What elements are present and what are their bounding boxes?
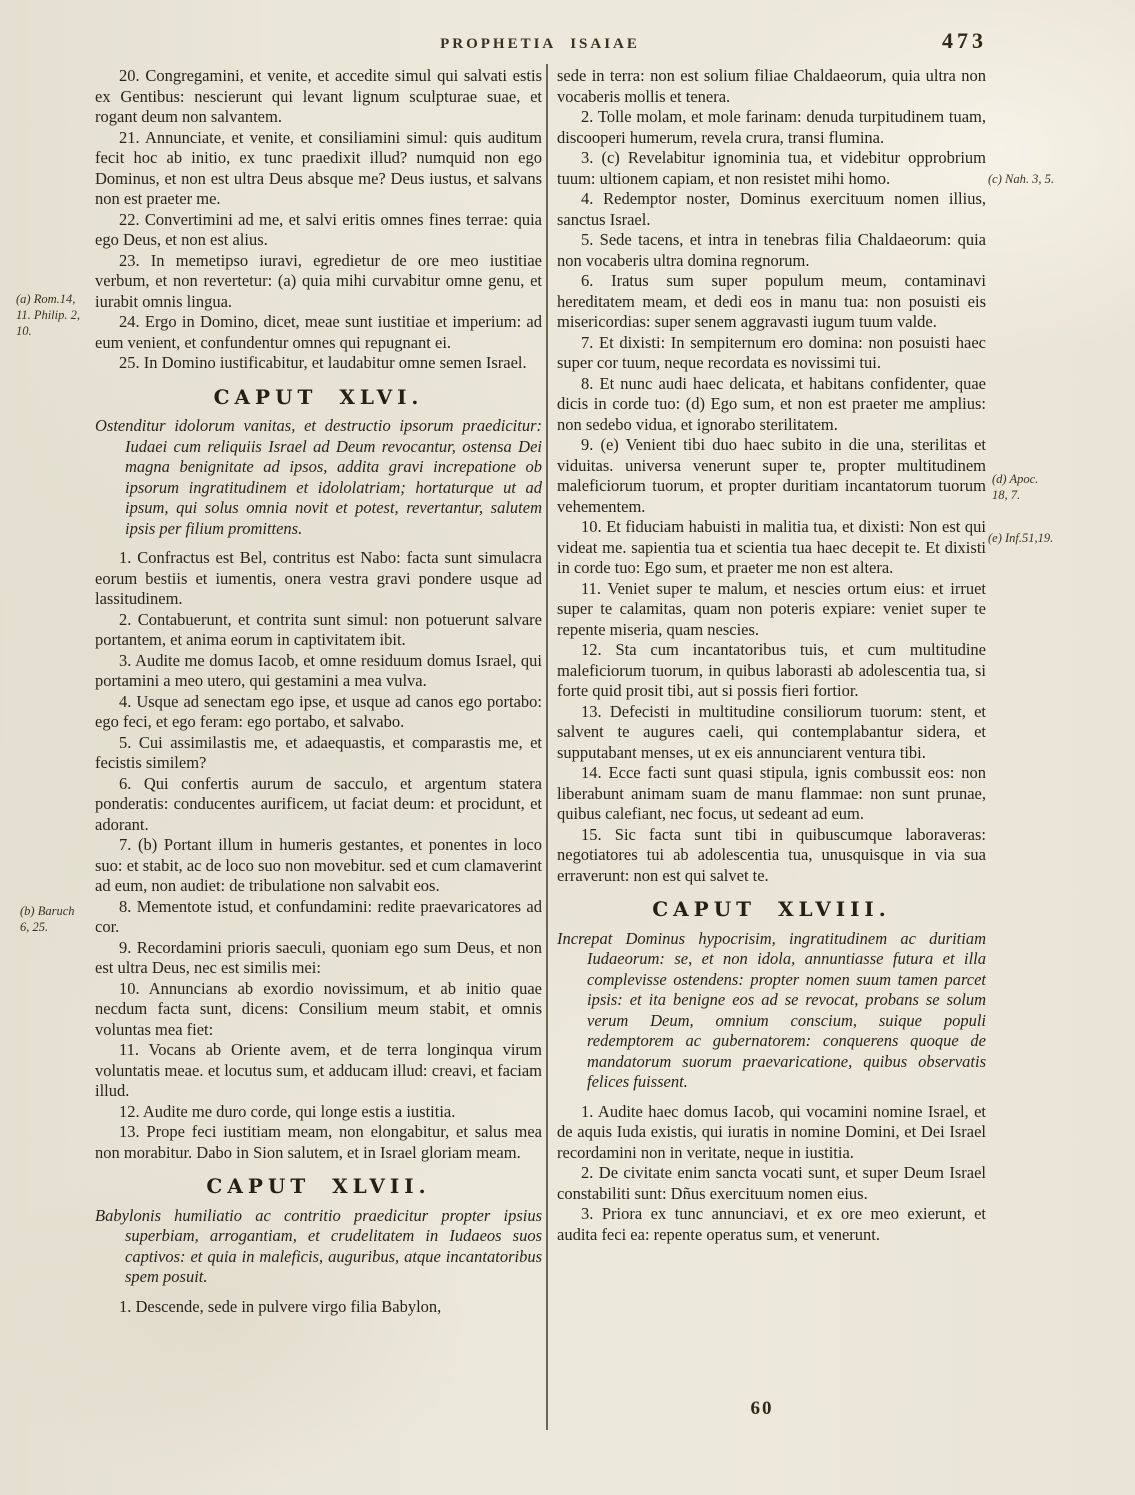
chapter-summary-xlviii: Increpat Dominus hypocrisim, ingratitudinem ac duritiam Iudaeorum: se, et non idola, annuntiasse futura et illa complevisse ostendens: propter nomen suum tamen parcet ipsis: et ita benigne eos ad se revocat, probans se solum verum Deum, omnium conscium, suique populi redemptorem ac gubernatorem: conquerens quoque de mandatorum suorum praevaricatione, quibus observatis felices fuissent. <box>557 928 986 1091</box>
verse-paragraph: 11. Veniet super te malum, et nescies ortum eius: et irruet super te calamitas, quam non poteris expiare: veniet super te repente miseria, quam nescies. <box>557 578 986 639</box>
margin-note-c <box>988 171 1054 187</box>
verse-paragraph: 5. Sede tacens, et intra in tenebras filia Chaldaeorum: quia non vocaberis ultra domina regnorum. <box>557 230 986 270</box>
verse-paragraph: 20. Congregamini, et venite, et accedite simul qui salvati estis ex Gentibus: nescierunt qui levant lignum sculpturae suae, et rogant deum non salvantem. <box>95 66 542 126</box>
margin-note-line: 6, 25. <box>20 920 49 934</box>
verse-paragraph: 24. Ergo in Domino, dicet, meae sunt iustitiae et imperium: ad eum venient, et confundentur omnes qui repugnant ei. <box>95 312 542 352</box>
verse-paragraph: 5. Cui assimilastis me, et adaequastis, et comparastis me, et fecistis similem? <box>95 732 542 772</box>
margin-note-e <box>988 530 1053 546</box>
verse-paragraph: 8. Mementote istud, et confundamini: redite praevaricatores ad cor. <box>95 896 542 936</box>
margin-note-line: (e) Inf.51,19. <box>988 531 1054 545</box>
verse-paragraph: 1. Audite haec domus Iacob, qui vocamini nomine Israel, et de aquis Iuda existis, qui iuratis in nomine Domini, et Dei Israel recordamini non in veritate, neque in iustitia. <box>557 1101 986 1162</box>
verse-paragraph: 9. Recordamini prioris saeculi, quoniam ego sum Deus, et non est ultra Deus, nec est similis mei: <box>95 937 542 977</box>
margin-note-line: 10. <box>16 324 32 338</box>
verse-paragraph: 1. Descende, sede in pulvere virgo filia Babylon, <box>119 1296 442 1316</box>
chapter-heading-xlvi: CAPUT XLVI. <box>213 384 424 409</box>
verse-paragraph: 9. (e) Venient tibi duo haec subito in die una, sterilitas et viduitas. universa venerunt super te, propter multitudinem maleficiorum tuorum, et propter duritiam incantatorum tuorum vehementem. <box>557 435 986 516</box>
chapter-summary-xlvi: Ostenditur idolorum vanitas, et destructio ipsorum praedicitur: Iudaei cum reliquiis Israel ad Deum revocantur, ostensa Dei magna benignitate ad ipsos, addita gravi increpatione ob ipsorum ingratitudinem et idololatriam; hortaturque ut ad ipsum, qui solus omnia novit et potest, revertantur, salutem ipsis per filium promittens. <box>95 416 542 538</box>
verse-paragraph: 6. Qui confertis aurum de sacculo, et argentum statera ponderatis: conducentes aurificem, ut faciat deum: et procidunt, et adorant. <box>95 773 542 834</box>
left-text-column <box>95 66 542 1438</box>
verse-paragraph: 2. Contabuerunt, et contrita sunt simul: non potuerunt salvare portantem, et anima eorum in captivitatem ibit. <box>95 609 542 649</box>
margin-note-b <box>20 903 75 935</box>
verse-paragraph: 22. Convertimini ad me, et salvi eritis omnes fines terrae: quia ego Deus, et non est alius. <box>95 209 542 249</box>
column-divider-rule <box>546 64 548 1430</box>
verse-paragraph: 23. In memetipso iuravi, egredietur de ore meo iustitiae verbum, et non revertetur: (a) quia mihi curvabitur omne genu, et iurabit omnis lingua. <box>95 250 542 311</box>
verse-paragraph: 3. Audite me domus Iacob, et omne residuum domus Israel, qui portamini a meo utero, qui gestamini a mea vulva. <box>95 650 542 690</box>
margin-note-a <box>16 291 80 339</box>
verse-paragraph: 4. Usque ad senectam ego ipse, et usque ad canos ego portabo: ego feci, et ego feram: ego portabo, et salvabo. <box>95 691 542 731</box>
verse-paragraph: 1. Confractus est Bel, contritus est Nabo: facta sunt simulacra eorum bestiis et iumentis, onera vestra gravi pondere usque ad lassitudinem. <box>95 548 542 608</box>
verse-paragraph: 4. Redemptor noster, Dominus exercituum nomen illius, sanctus Israel. <box>557 189 986 229</box>
verse-paragraph: 12. Sta cum incantatoribus tuis, et cum multitudine maleficiorum tuorum, in quibus laborasti ab adolescentia tua, si forte quid prosit tibi, aut si possis fieri fortior. <box>557 640 986 700</box>
margin-note-line: (d) Apoc. <box>992 472 1039 486</box>
margin-note-line: 18, 7. <box>992 488 1021 502</box>
signature-mark: 60 <box>750 1398 774 1419</box>
verse-paragraph: 3. (c) Revelabitur ignominia tua, et videbitur opprobrium tuum: ultionem capiam, et non resistet mihi homo. <box>557 148 986 188</box>
verse-paragraph: 21. Annunciate, et venite, et consiliamini simul: quis auditum fecit hoc ab initio, ex tunc praedixit illud? numquid non ego Dominus, et non est ultra Deus absque me? Deus iustus, et salvans non est praeter me. <box>95 127 542 208</box>
margin-note-line: 11. Philip. 2, <box>16 308 81 322</box>
chapter-heading-xlvii: CAPUT XLVII. <box>206 1174 431 1198</box>
verse-paragraph: 3. Priora ex tunc annunciavi, et ex ore meo exierunt, et audita feci ea: repente operatus sum, et venerunt. <box>557 1204 986 1244</box>
verse-paragraph: 7. (b) Portant illum in humeris gestantes, et ponentes in loco suo: et stabit, ac de loco suo non movebitur. sed et cum clamaverint ad eum, non audiet: de tribulatione non salvabit eos. <box>95 835 542 895</box>
running-title: PROPHETIA ISAIAE <box>440 36 640 52</box>
page-number: 473 <box>942 28 987 53</box>
verse-paragraph: 12. Audite me duro corde, qui longe estis a iustitia. <box>119 1101 456 1121</box>
verse-paragraph: 6. Iratus sum super populum meum, contaminavi hereditatem meam, et dedi eos in manu tua: non posuisti eis misericordias: super senem aggravasti iugum tuum valde. <box>557 271 986 331</box>
chapter-heading-xlviii: CAPUT XLVIII. <box>652 897 891 921</box>
verse-continuation-paragraph: sede in terra: non est solium filiae Chaldaeorum, quia ultra non vocaberis mollis et tenera. <box>557 66 986 106</box>
margin-note-line: (b) Baruch <box>20 904 75 918</box>
margin-note-d <box>992 471 1038 503</box>
verse-paragraph: 13. Defecisti in multitudine consiliorum tuorum: stent, et salvent te augures caeli, qui contemplabantur sidera, et supputabant menses, ut ex eis annunciarent ventura tibi. <box>557 701 986 762</box>
verse-paragraph: 2. De civitate enim sancta vocati sunt, et super Deum Israel constabiliti sunt: Dñus exercituum nomen eius. <box>557 1163 986 1203</box>
verse-paragraph: 7. Et dixisti: In sempiternum ero domina: non posuisti haec super cor tuum, neque recordata es novissimi tui. <box>557 332 986 372</box>
verse-paragraph: 14. Ecce facti sunt quasi stipula, ignis combussit eos: non liberabunt animam suam de manu flammae: non sunt prunae, quibus calefiant, nec focus, ut sedeant ad eum. <box>557 763 986 823</box>
verse-paragraph: 10. Annuncians ab exordio novissimum, et ab initio quae necdum facta sunt, dicens: Consilium meum stabit, et omnis voluntas mea fiet: <box>95 978 542 1039</box>
verse-paragraph: 2. Tolle molam, et mole farinam: denuda turpitudinem tuam, discooperi humerum, revela crura, transi flumina. <box>557 107 986 147</box>
margin-note-line: (a) Rom.14, <box>16 292 76 306</box>
verse-paragraph: 15. Sic facta sunt tibi in quibuscumque laboraveras: negotiatores tui ab adolescentia tua, unusquisque in via sua erraverunt: non est qui salvet te. <box>557 824 986 885</box>
verse-paragraph: 10. Et fiduciam habuisti in malitia tua, et dixisti: Non est qui videat me. sapientia tua et scientia tua haec decepit te. Et dixisti in corde tuo: Ego sum, et praeter me non est altera. <box>557 517 986 577</box>
right-text-column <box>557 66 986 1406</box>
margin-note-line: (c) Nah. 3, 5. <box>988 172 1054 186</box>
verse-paragraph: 8. Et nunc audi haec delicata, et habitans confidenter, quae dicis in corde tuo: (d) Ego sum, et non est praeter me amplius: non sedebo vidua, et ignorabo sterilitatem. <box>557 373 986 434</box>
verse-paragraph: 25. In Domino iustificabitur, et laudabitur omne semen Israel. <box>119 353 527 372</box>
verse-paragraph: 11. Vocans ab Oriente avem, et de terra longinqua virum voluntatis meae. et locutus sum, et adducam illud: creavi, et faciam illud. <box>95 1040 542 1100</box>
chapter-summary-xlvii: Babylonis humiliatio ac contritio praedicitur propter ipsius superbiam, arrogantiam, et crudelitatem in Iudaeos suos captivos: et quia in maleficis, auguribus, atque incantatoribus spem posuit. <box>95 1205 542 1286</box>
verse-paragraph: 13. Prope feci iustitiam meam, non elongabitur, et salus mea non morabitur. Dabo in Sion salutem, et in Israel gloriam meam. <box>95 1122 542 1162</box>
